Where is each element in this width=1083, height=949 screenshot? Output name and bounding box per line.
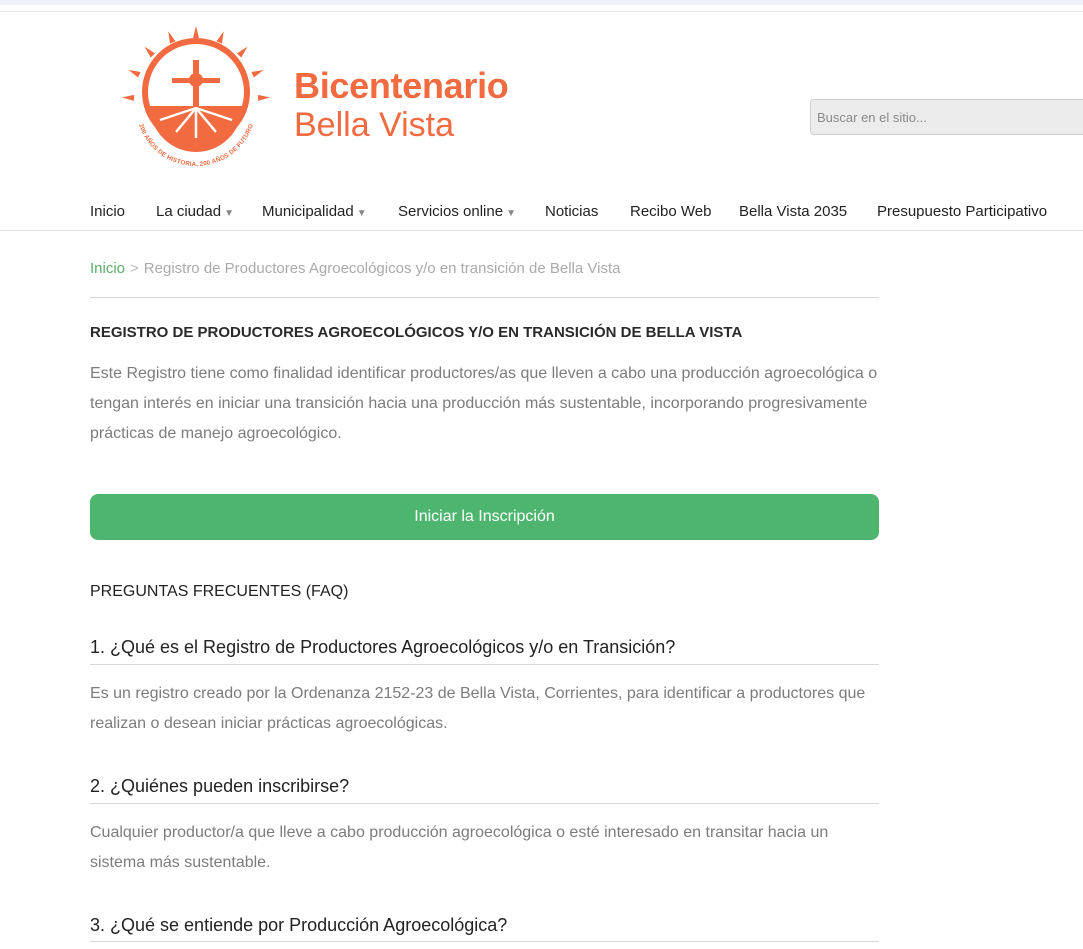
nav-item-label: Presupuesto Participativo <box>877 203 1048 220</box>
nav-item-label: Servicios online <box>398 203 504 220</box>
breadcrumb <box>90 259 620 279</box>
faq-answer-2: Cualquier productor/a que lleve a cabo producción agroecológica o esté interesado en transitar hacia un sistema más sustentable. <box>90 824 829 871</box>
faq-answer-1: Es un registro creado por la Ordenanza 2152-23 de Bella Vista, Corrientes, para identificar a productores que realizan o desean iniciar prácticas agroecológicas. <box>90 685 866 732</box>
breadcrumb-divider <box>90 297 879 298</box>
chevron-down-icon: ▼ <box>224 208 234 219</box>
main-navigation <box>0 202 1083 222</box>
start-registration-button[interactable]: Iniciar la Inscripción <box>90 494 879 540</box>
faq-divider <box>90 941 879 942</box>
nav-divider <box>0 230 1083 231</box>
search-input[interactable] <box>810 99 1083 135</box>
nav-item-municipalidad[interactable] <box>262 202 367 224</box>
nav-item-presupuesto-participativo[interactable] <box>877 202 1047 222</box>
breadcrumb-home-link[interactable]: Inicio <box>90 260 126 277</box>
chevron-down-icon: ▼ <box>506 208 516 219</box>
breadcrumb-separator: > <box>130 260 139 277</box>
breadcrumb-current: Registro de Productores Agroecológicos y/o en transición de Bella Vista <box>143 260 621 277</box>
site-logo-wordmark[interactable] <box>294 66 508 144</box>
page-title: REGISTRO DE PRODUCTORES AGROECOLÓGICOS Y/O EN TRANSICIÓN DE BELLA VISTA <box>90 324 743 341</box>
nav-item-noticias[interactable] <box>545 202 598 222</box>
logo-title-line2: Bella Vista <box>294 106 455 144</box>
logo-ring-text: 200 AÑOS DE HISTORIA, 200 AÑOS DE FUTURO <box>137 122 255 169</box>
logo-title-line1: Bicentenario <box>294 65 509 106</box>
faq-divider <box>90 664 879 665</box>
nav-item-bella-vista-2035[interactable] <box>739 202 847 222</box>
nav-item-la-ciudad[interactable] <box>156 202 234 224</box>
nav-item-label: Bella Vista 2035 <box>739 203 848 220</box>
faq-question-1: 1. ¿Qué es el Registro de Productores Agroecológicos y/o en Transición? <box>90 637 676 657</box>
nav-item-recibo-web[interactable] <box>630 202 711 222</box>
header-top-border <box>0 11 1083 12</box>
nav-item-label: Noticias <box>545 203 599 220</box>
nav-item-label: Inicio <box>90 203 126 220</box>
intro-paragraph: Este Registro tiene como finalidad identificar productores/as que lleven a cabo una producción agroecológica o tengan interés en iniciar una transición hacia una producción más sustentable, incorporando progresivamente prácticas de manejo agroecológico. <box>90 365 878 442</box>
browser-top-strip <box>0 0 1083 5</box>
chevron-down-icon: ▼ <box>356 208 367 219</box>
faq-question-2: 2. ¿Quiénes pueden inscribirse? <box>90 776 350 796</box>
nav-item-label: Recibo Web <box>630 203 712 220</box>
faq-divider <box>90 803 879 804</box>
bicentenario-logo-emblem[interactable] <box>122 26 270 174</box>
nav-item-label: Municipalidad <box>262 203 354 220</box>
nav-item-label: La ciudad <box>156 203 222 220</box>
nav-item-servicios-online[interactable] <box>398 202 516 224</box>
faq-heading: PREGUNTAS FRECUENTES (FAQ) <box>90 583 349 600</box>
faq-question-3: 3. ¿Qué se entiende por Producción Agroecológica? <box>90 915 508 935</box>
nav-item-inicio[interactable] <box>90 202 125 222</box>
